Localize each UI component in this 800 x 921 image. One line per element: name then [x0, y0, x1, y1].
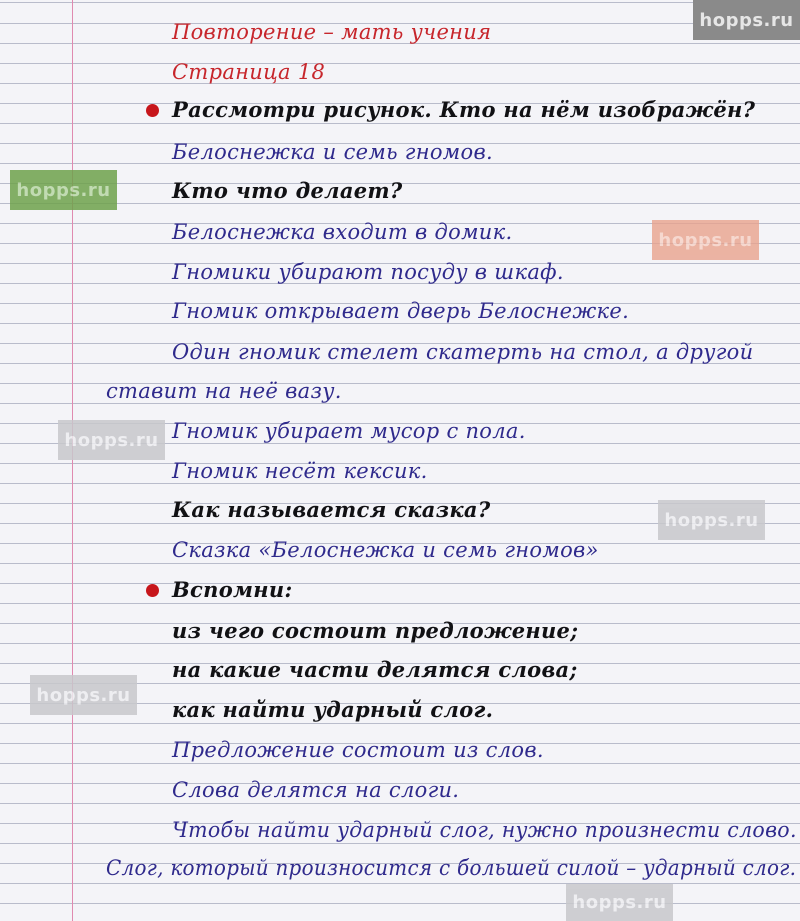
- task-question: из чего состоит предложение;: [172, 618, 579, 643]
- answer-line: Гномики убирают посуду в шкаф.: [172, 260, 564, 284]
- answer-line: Предложение состоит из слов.: [172, 738, 544, 762]
- watermark: hopps.ru: [58, 420, 165, 460]
- watermark: hopps.ru: [658, 500, 765, 540]
- answer-line: Слова делятся на слоги.: [172, 778, 460, 802]
- answer-line: Сказка «Белоснежка и семь гномов»: [172, 538, 599, 562]
- task-question: Вспомни:: [172, 577, 293, 602]
- answer-line: Один гномик стелет скатерть на стол, а другой: [172, 340, 754, 364]
- notebook-margin-line: [72, 0, 73, 921]
- bullet-dot: [146, 104, 159, 117]
- heading-page-number: Страница 18: [172, 60, 326, 84]
- watermark: hopps.ru: [566, 884, 673, 921]
- watermark: hopps.ru: [652, 220, 759, 260]
- answer-line: Гномик убирает мусор с пола.: [172, 419, 526, 443]
- bullet-dot: [146, 584, 159, 597]
- watermark: hopps.ru: [10, 170, 117, 210]
- task-question: Рассмотри рисунок. Кто на нём изображён?: [172, 97, 756, 122]
- answer-line: Белоснежка и семь гномов.: [172, 140, 493, 164]
- watermark: hopps.ru: [30, 675, 137, 715]
- answer-line: Гномик несёт кексик.: [172, 459, 428, 483]
- heading-title: Повторение – мать учения: [172, 20, 492, 44]
- task-question: Кто что делает?: [172, 178, 403, 203]
- watermark: hopps.ru: [693, 0, 800, 40]
- answer-line: ставит на неё вазу.: [106, 379, 342, 403]
- answer-line: Чтобы найти ударный слог, нужно произнести слово.: [172, 818, 797, 842]
- task-question: Как называется сказка?: [172, 497, 491, 522]
- task-question: как найти ударный слог.: [172, 697, 494, 722]
- answer-line: Слог, который произносится с большей силой – ударный слог.: [106, 856, 797, 880]
- answer-line: Гномик открывает дверь Белоснежке.: [172, 299, 630, 323]
- answer-line: Белоснежка входит в домик.: [172, 220, 513, 244]
- task-question: на какие части делятся слова;: [172, 657, 578, 682]
